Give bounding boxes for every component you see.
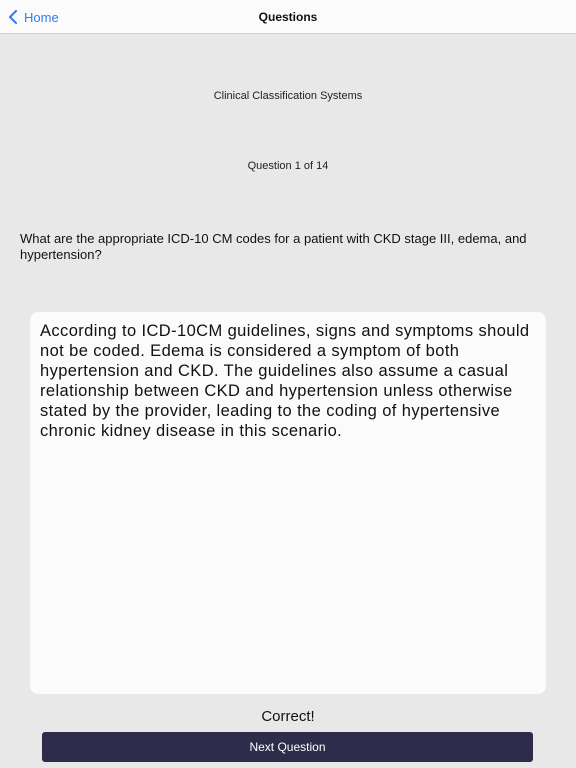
result-label: Correct! [261, 708, 315, 725]
chevron-left-icon [8, 10, 18, 24]
back-button[interactable] [8, 0, 59, 34]
navigation-bar [0, 0, 576, 34]
question-text: What are the appropriate ICD-10 CM codes for a patient with CKD stage III, edema, and hypertension? [20, 231, 527, 262]
back-button-label: Home [24, 9, 59, 25]
quiz-category: Clinical Classification Systems [213, 90, 363, 102]
question-counter: Question 1 of 14 [247, 160, 329, 172]
next-question-button[interactable]: Next Question [42, 732, 533, 762]
answer-explanation-text: According to ICD-10CM guidelines, signs and symptoms should not be coded. Edema is considered a symptom of both hypertension and CKD. The guidelines also assume a casual relationship between CKD and hypertension unless otherwise stated by the provider, leading to the coding of hypertensive chronic kidney disease in this scenario. [40, 322, 530, 440]
page-title: Questions [258, 10, 318, 24]
answer-explanation-box [30, 312, 546, 694]
